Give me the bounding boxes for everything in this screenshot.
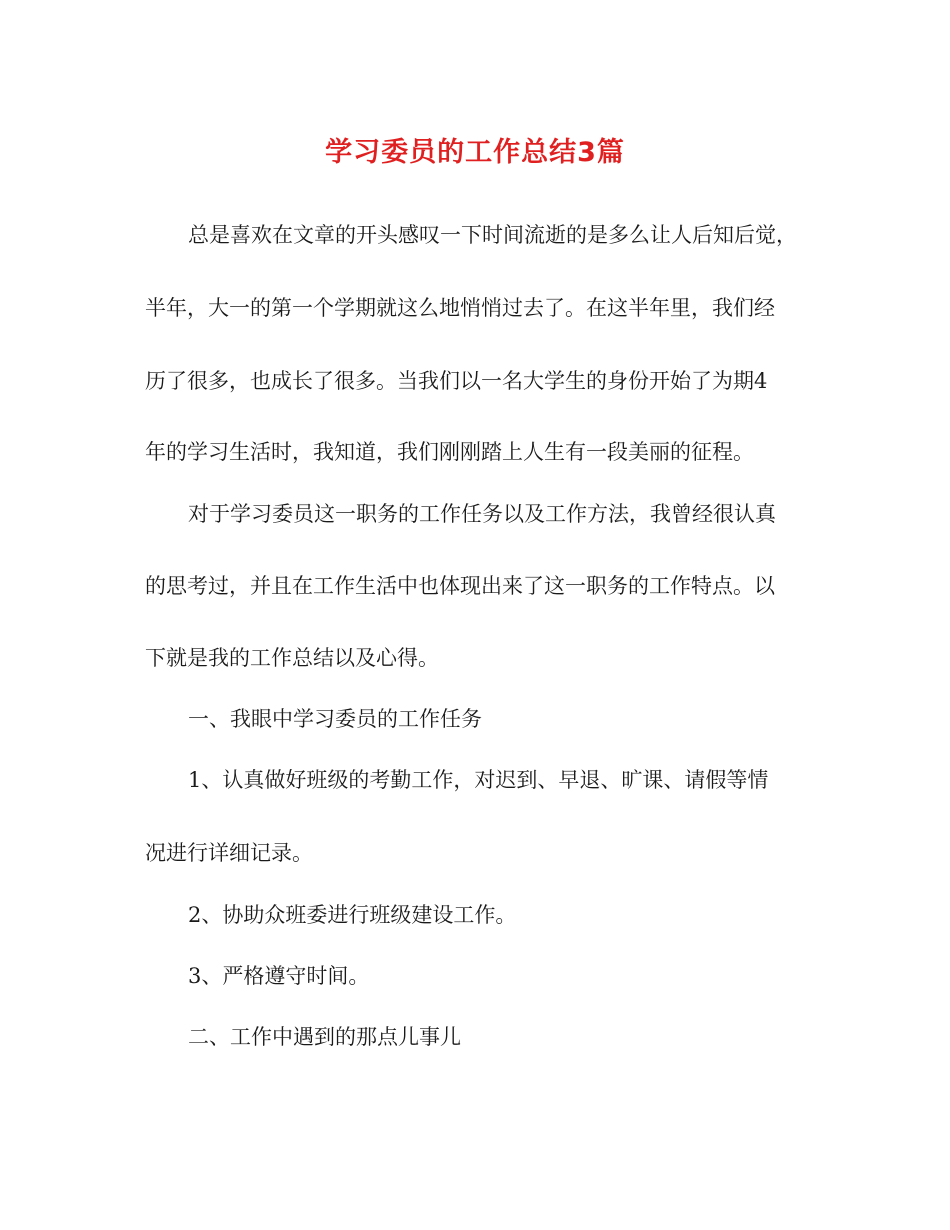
section-heading: 一、我眼中学习委员的工作任务: [188, 707, 482, 731]
list-item: 2、协助众班委进行班级建设工作。: [188, 903, 517, 927]
paragraph-line: 总是喜欢在文章的开头感叹一下时间流逝的是多么让人后知后觉，: [188, 223, 797, 247]
list-item: 3、严格遵守时间。: [188, 964, 370, 988]
paragraph-line: 下就是我的工作总结以及心得。: [145, 646, 439, 670]
document-title: 学习委员的工作总结3篇: [325, 137, 625, 168]
section-heading: 二、工作中遇到的那点儿事儿: [188, 1025, 461, 1049]
paragraph-line: 年的学习生活时，我知道，我们刚刚踏上人生有一段美丽的征程。: [145, 440, 754, 464]
paragraph-line: 历了很多，也成长了很多。当我们以一名大学生的身份开始了为期4: [145, 369, 768, 393]
paragraph-line: 半年，大一的第一个学期就这么地悄悄过去了。在这半年里，我们经: [145, 296, 775, 320]
paragraph-line: 对于学习委员这一职务的工作任务以及工作方法，我曾经很认真: [188, 502, 776, 526]
list-item: 1、认真做好班级的考勤工作，对迟到、早退、旷课、请假等情: [188, 768, 769, 792]
paragraph-line: 的思考过，并且在工作生活中也体现出来了这一职务的工作特点。以: [145, 574, 775, 598]
list-item-continuation: 况进行详细记录。: [145, 841, 313, 865]
